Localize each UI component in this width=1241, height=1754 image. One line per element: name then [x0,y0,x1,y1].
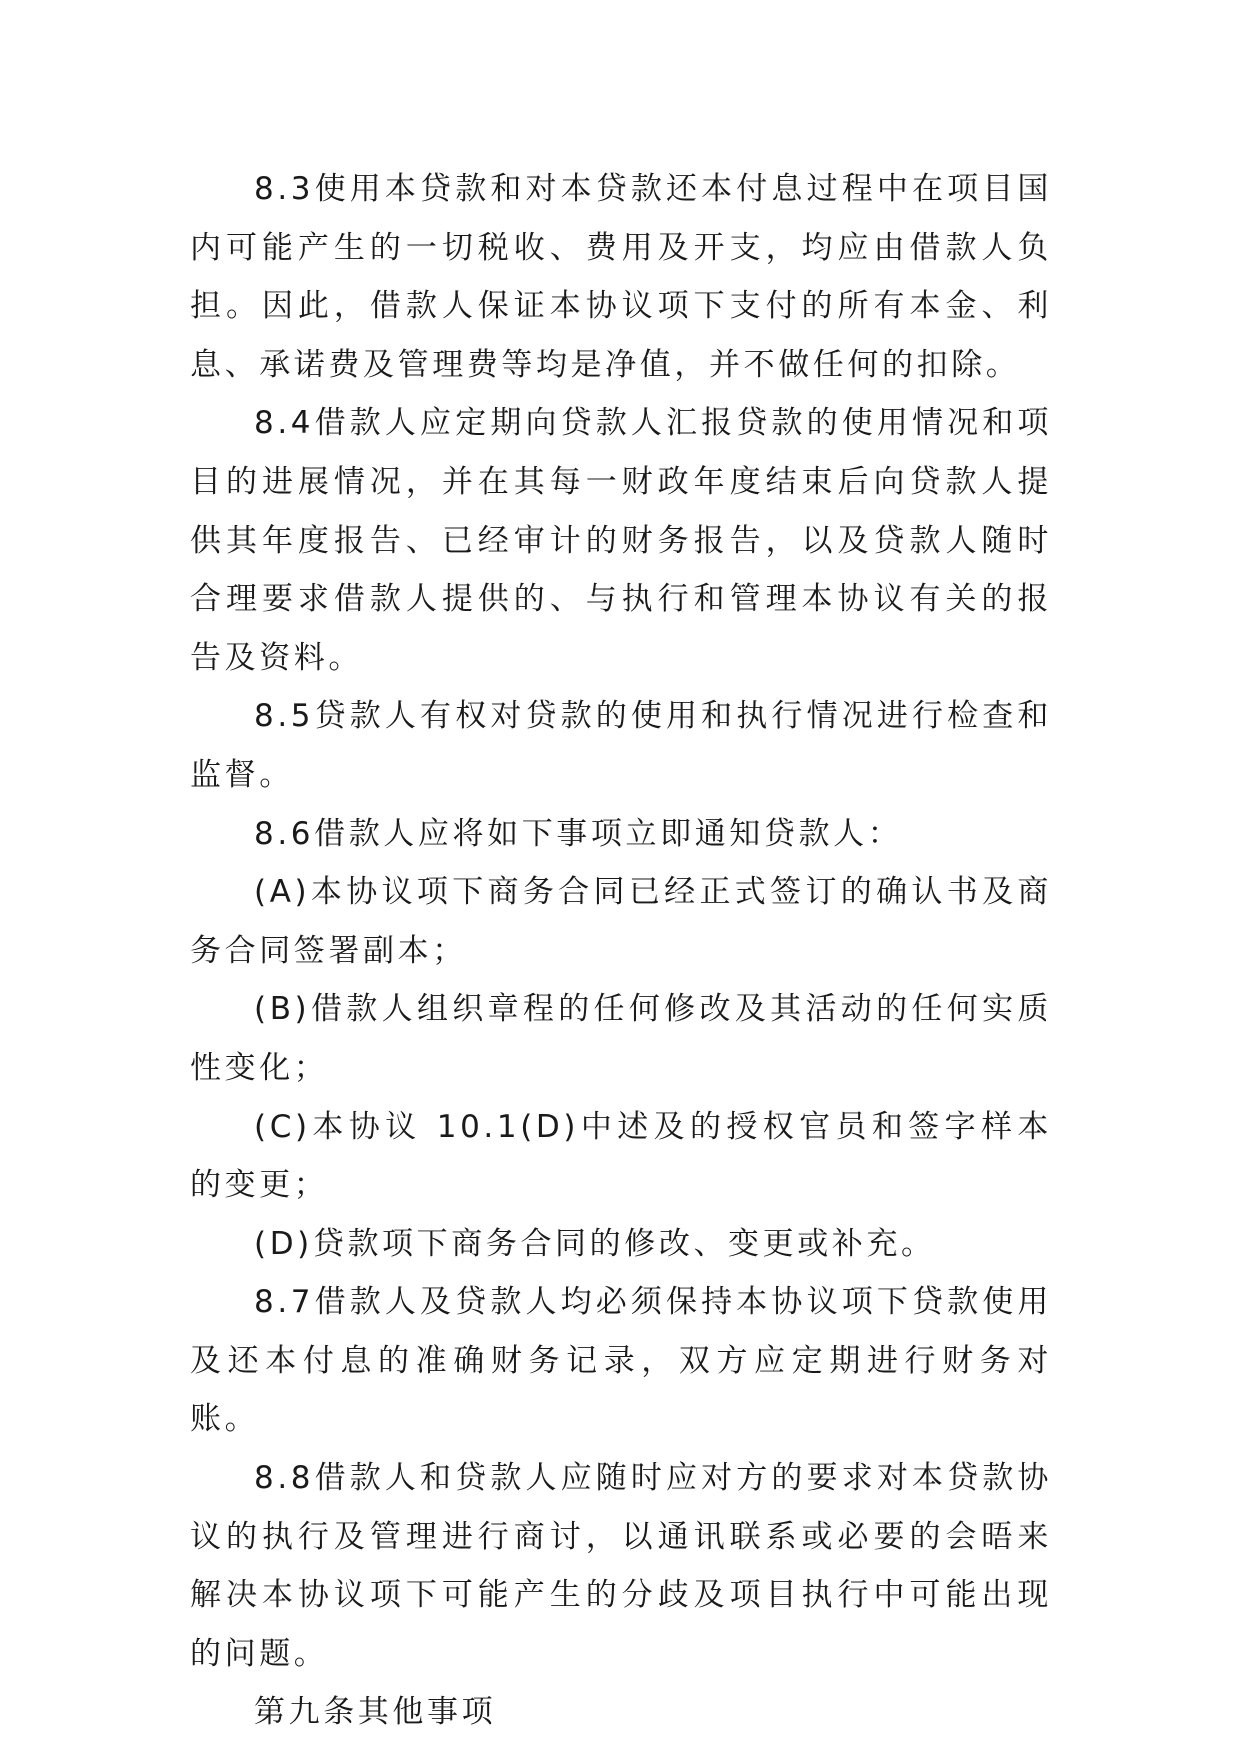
clause-8-6-item-c: (C)本协议 10.1(D)中述及的授权官员和签字样本的变更； [190,1108,1052,1204]
clause-8-4: 8.4借款人应定期向贷款人汇报贷款的使用情况和项目的进展情况，并在其每一财政年度结束后向贷款人提供其年度报告、已经审计的财务报告，以及贷款人随时合理要求借款人提供的、与执行和管理本协议有关的报告及资料。 [190,405,1052,676]
clause-8-3: 8.3使用本贷款和对本贷款还本付息过程中在项目国内可能产生的一切税收、费用及开支，均应由借款人负担。因此，借款人保证本协议项下支付的所有本金、利息、承诺费及管理费等均是净值，并不做任何的扣除。 [190,171,1052,383]
clause-8-6-item-a: (A)本协议项下商务合同已经正式签订的确认书及商务合同签署副本； [190,874,1052,969]
clause-8-7: 8.7借款人及贷款人均必须保持本协议项下贷款使用及还本付息的准确财务记录，双方应定期进行财务对账。 [190,1284,1052,1438]
section-heading: 第九条其他事项 [254,1694,497,1731]
clause-8-6-item-d: (D)贷款项下商务合同的修改、变更或补充。 [254,1225,936,1262]
clause-8-6: 8.6借款人应将如下事项立即通知贷款人： [254,815,903,852]
clause-8-8: 8.8借款人和贷款人应随时应对方的要求对本贷款协议的执行及管理进行商讨，以通讯联系或必要的会晤来解决本协议项下可能产生的分歧及项目执行中可能出现的问题。 [190,1460,1052,1672]
document-body [190,160,1052,1742]
clause-8-5: 8.5贷款人有权对贷款的使用和执行情况进行检查和监督。 [190,698,1052,793]
clause-8-6-item-b: (B)借款人组织章程的任何修改及其活动的任何实质性变化； [190,991,1052,1086]
